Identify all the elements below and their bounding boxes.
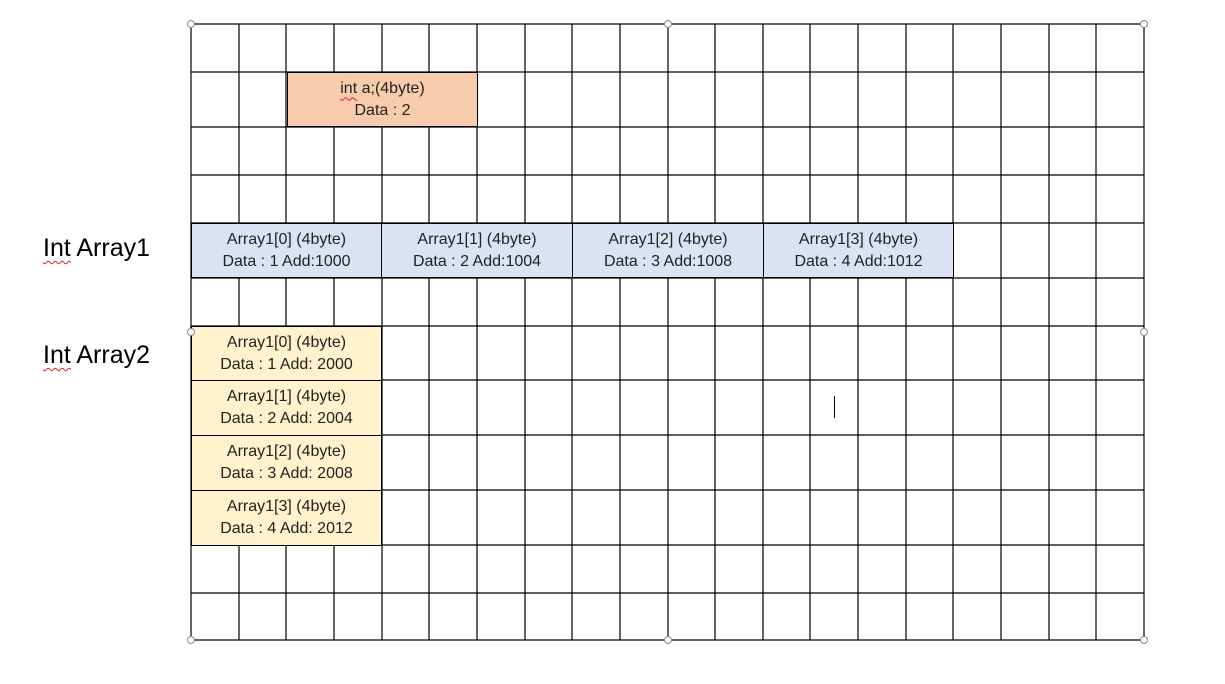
resize-handle-middle-right[interactable] <box>1140 328 1148 336</box>
int-a-line1: int a;(4byte) <box>340 79 425 97</box>
array2-cell-1-line2: Data : 2 Add: 2004 <box>220 410 353 427</box>
array2-cell-1[interactable] <box>191 380 382 436</box>
array2-cell-2-line1: Array1[2] (4byte) <box>226 443 347 460</box>
array2-cell-2[interactable] <box>191 435 382 491</box>
array1-cell-3-line1: Array1[3] (4byte) <box>798 230 919 248</box>
array1-cell-0-line1: Array1[0] (4byte) <box>226 230 347 248</box>
array1-cell-0[interactable] <box>191 223 382 278</box>
text-cursor <box>834 396 835 418</box>
array1-cell-0-line2: Data : 1 Add:1000 <box>222 252 351 270</box>
resize-handle-top-middle[interactable] <box>664 20 672 28</box>
int-a-cell[interactable] <box>287 72 478 127</box>
array1-cell-2-line2: Data : 3 Add:1008 <box>603 252 733 270</box>
int-array1-label: Int Array1 <box>43 234 150 262</box>
array2-cell-1-line1: Array1[1] (4byte) <box>226 388 347 405</box>
array2-cell-3-line2: Data : 4 Add: 2012 <box>220 520 353 537</box>
array1-cell-3[interactable] <box>763 223 954 278</box>
array2-cell-0-line1: Array1[0] (4byte) <box>226 333 347 351</box>
int-a-line2: Data : 2 <box>354 101 411 119</box>
array2-cell-0-line2: Data : 1 Add: 2000 <box>220 355 353 373</box>
array2-cell-3-line1: Array1[3] (4byte) <box>226 498 347 515</box>
array1-cell-2[interactable] <box>572 223 764 278</box>
array1-cell-1-line2: Data : 2 Add:1004 <box>412 252 542 270</box>
array1-cell-2-line1: Array1[2] (4byte) <box>608 230 728 248</box>
resize-handle-bottom-right[interactable] <box>1140 636 1148 644</box>
array2-cell-2-line2: Data : 3 Add: 2008 <box>220 465 353 482</box>
array1-cell-1[interactable] <box>381 223 573 278</box>
resize-handle-bottom-middle[interactable] <box>664 636 672 644</box>
int-array2-label: Int Array2 <box>43 341 150 369</box>
array1-cell-3-line2: Data : 4 Add:1012 <box>794 252 923 270</box>
resize-handle-bottom-left[interactable] <box>187 636 195 644</box>
resize-handle-top-left[interactable] <box>187 20 195 28</box>
array2-cell-0[interactable] <box>191 326 382 381</box>
array2-cell-3[interactable] <box>191 490 382 546</box>
resize-handle-top-right[interactable] <box>1140 20 1148 28</box>
array1-cell-1-line1: Array1[1] (4byte) <box>417 230 537 248</box>
resize-handle-middle-left[interactable] <box>187 328 195 336</box>
